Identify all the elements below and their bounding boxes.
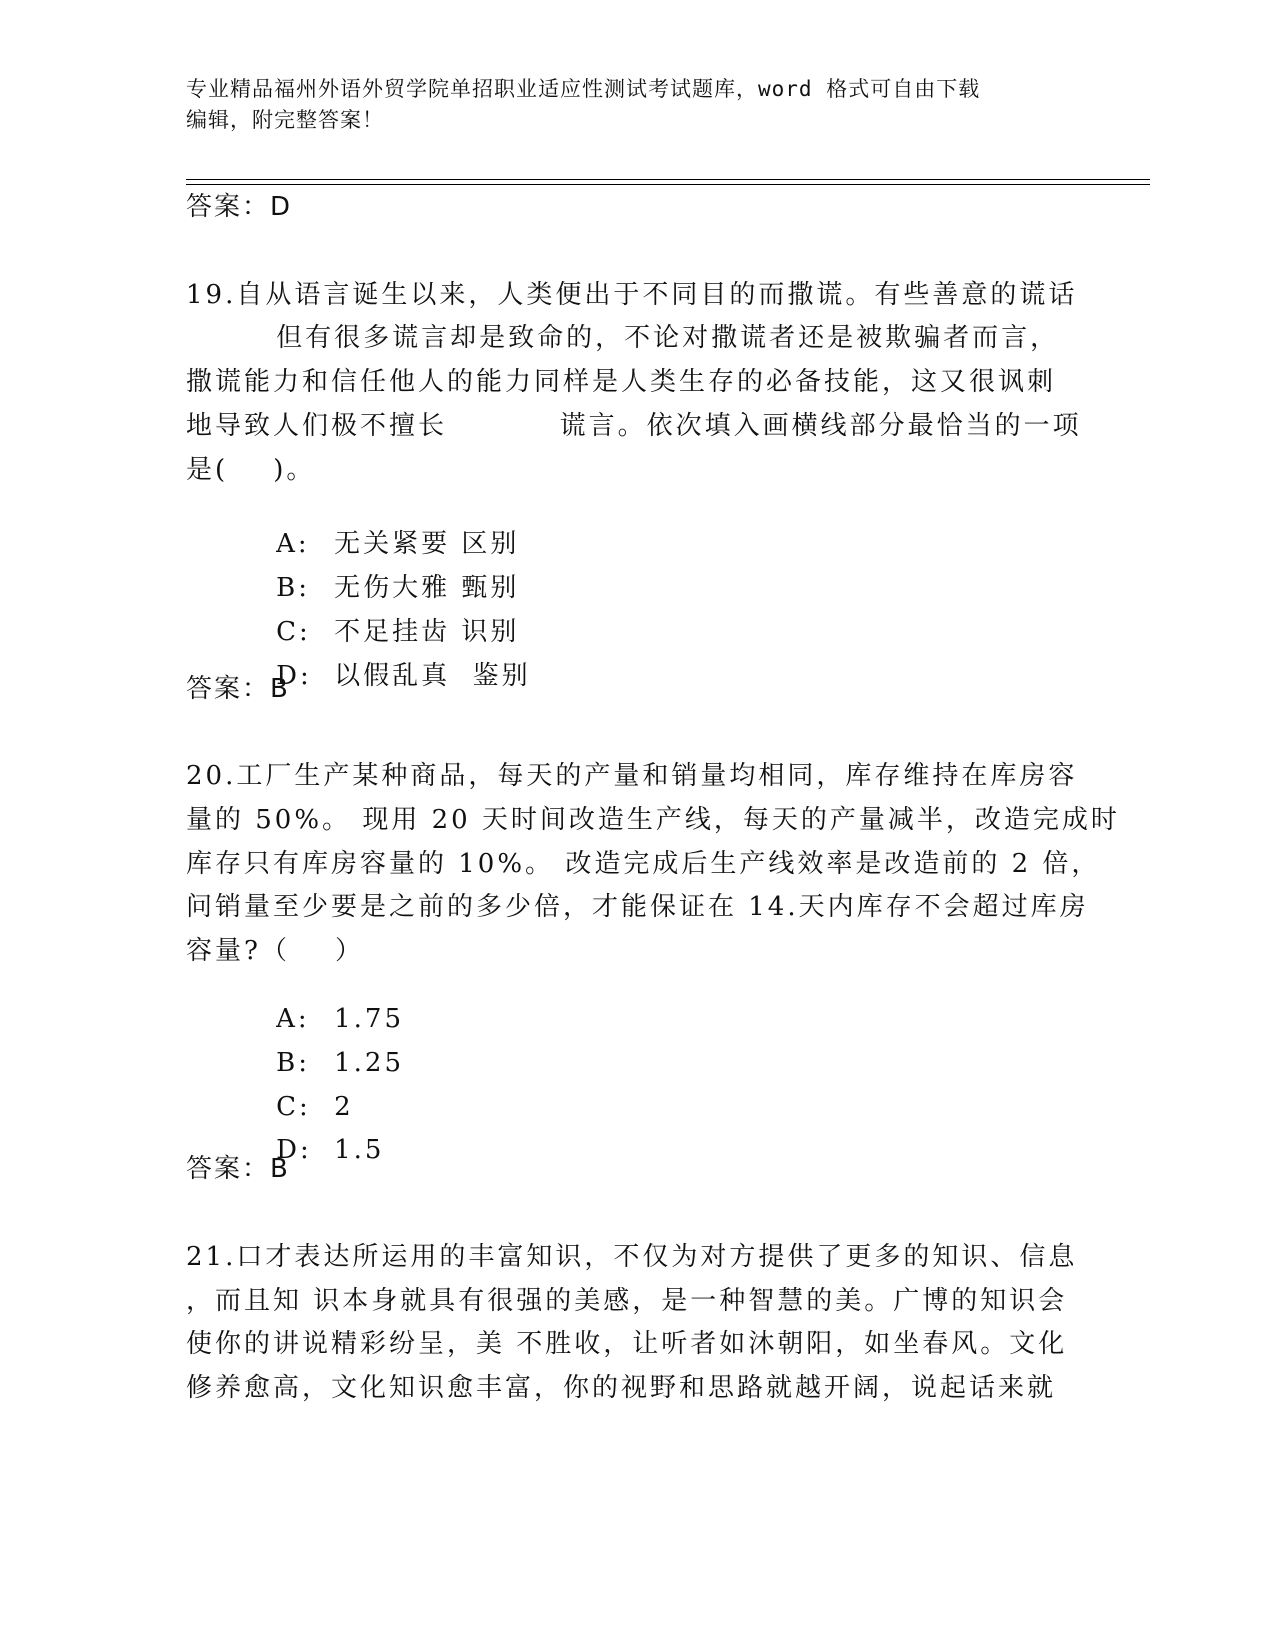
option-text: 无关紧要 区别 <box>334 529 520 559</box>
question-21-line-4: 修养愈高，文化知识愈丰富，你的视野和思路就越开阔，说起话来就 <box>186 1373 1057 1403</box>
question-21-line-1: 21.口才表达所运用的丰富知识，不仅为对方提供了更多的知识、信息 <box>186 1242 1078 1272</box>
question-19-line-5: 是( )。 <box>186 455 316 485</box>
header-rule-bottom <box>186 184 1150 185</box>
option-text: 无伤大雅 甄别 <box>334 573 520 603</box>
option-text: 1.5 <box>334 1135 385 1165</box>
question-20-answer: 答案：B <box>186 1154 290 1184</box>
question-20-line-5: 容量?（ ） <box>186 936 364 966</box>
question-20-line-2: 量的 50%。 现用 20 天时间改造生产线，每天的产量减半，改造完成时 <box>186 805 1120 835</box>
document-header <box>186 74 1086 136</box>
option-letter: D: <box>276 661 312 691</box>
question-19-line-3: 撒谎能力和信任他人的能力同样是人类生存的必备技能，这又很讽刺 <box>186 367 1057 397</box>
option-letter: C: <box>276 1092 311 1122</box>
option-letter: D: <box>276 1135 312 1165</box>
question-20-line-4: 问销量至少要是之前的多少倍，才能保证在 14.天内库存不会超过库房 <box>186 892 1089 922</box>
question-21-line-2: ，而且知 识本身就具有很强的美感，是一种智慧的美。广博的知识会 <box>186 1286 1068 1316</box>
question-19-line-2: 但有很多谎言却是致命的，不论对撒谎者还是被欺骗者而言， <box>186 323 1060 353</box>
question-19-line-1: 19.自从语言诞生以来，人类便出于不同目的而撒谎。有些善意的谎话 <box>186 280 1078 310</box>
option-text: 1.25 <box>334 1048 405 1078</box>
header-rule-top <box>186 179 1150 180</box>
option-letter: B: <box>276 573 310 603</box>
question-19-line-4: 地导致人们极不擅长 谎言。依次填入画横线部分最恰当的一项 <box>186 411 1082 441</box>
option-text: 1.75 <box>334 1004 405 1034</box>
header-line-1: 专业精品福州外语外贸学院单招职业适应性测试考试题库，word 格式可自由下载 <box>186 77 981 101</box>
question-21-line-3: 使你的讲说精彩纷呈，美 不胜收，让听者如沐朝阳，如坐春风。文化 <box>186 1329 1068 1359</box>
option-letter: B: <box>276 1048 310 1078</box>
option-letter: A: <box>276 529 310 559</box>
option-text: 以假乱真 鉴别 <box>334 661 531 691</box>
question-19-answer: 答案：B <box>186 674 290 704</box>
question-20-line-1: 20.工厂生产某种商品，每天的产量和销量均相同，库存维持在库房容 <box>186 761 1078 791</box>
previous-answer: 答案：D <box>186 192 293 222</box>
option-letter: A: <box>276 1004 310 1034</box>
header-line-2: 编辑，附完整答案！ <box>186 108 384 132</box>
option-text: 不足挂齿 识别 <box>334 617 520 647</box>
question-20-line-3: 库存只有库房容量的 10%。 改造完成后生产线效率是改造前的 2 倍， <box>186 849 1101 879</box>
option-letter: C: <box>276 617 311 647</box>
option-text: 2 <box>334 1092 354 1122</box>
